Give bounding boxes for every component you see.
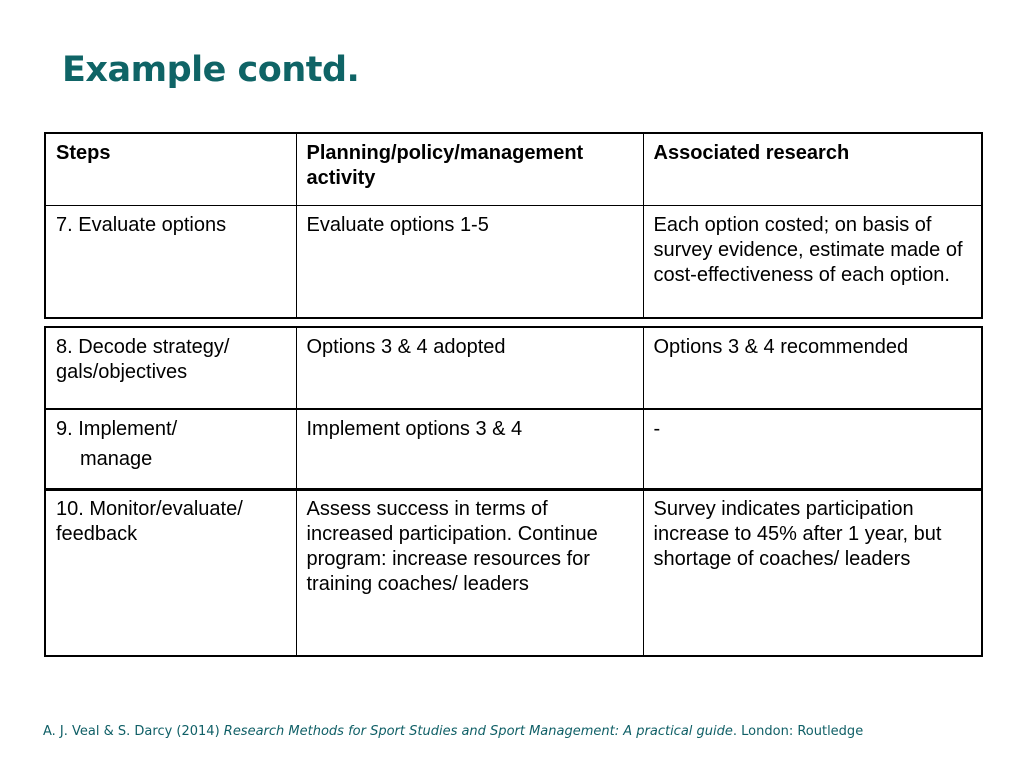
citation: [43, 724, 863, 739]
table-header-row: [45, 133, 982, 205]
table-row: [45, 205, 982, 318]
header-research: Associated research: [643, 133, 982, 205]
slide-title: Example contd.: [62, 50, 360, 90]
research-cell: Survey indicates participation increase to 45% after 1 year, but shortage of coaches/ leaders: [643, 489, 982, 656]
table-row: [45, 327, 982, 409]
header-steps: Steps: [45, 133, 296, 205]
step-cell: 10. Monitor/evaluate/ feedback: [45, 489, 296, 656]
steps-table-row-10: [44, 488, 983, 657]
steps-table-row-8: [44, 326, 983, 410]
step-cell: [45, 409, 296, 490]
activity-cell: Evaluate options 1-5: [296, 205, 643, 318]
steps-table: [44, 132, 983, 319]
citation-authors: A. J. Veal & S. Darcy (2014): [43, 724, 224, 739]
activity-cell: Assess success in terms of increased participation. Continue program: increase resources for training coaches/ leaders: [296, 489, 643, 656]
activity-cell: Implement options 3 & 4: [296, 409, 643, 490]
steps-table-row-9: [44, 408, 983, 491]
step-cell-line-1: 9. Implement/: [56, 418, 178, 440]
activity-cell: Options 3 & 4 adopted: [296, 327, 643, 409]
table-row: [45, 409, 982, 490]
table-row: [45, 489, 982, 656]
research-cell: Each option costed; on basis of survey evidence, estimate made of cost-effectiveness of each option.: [643, 205, 982, 318]
step-cell-line-2: manage: [80, 448, 153, 470]
citation-publisher: . London: Routledge: [732, 724, 864, 739]
citation-book-title: Research Methods for Sport Studies and Sport Management: A practical guide: [223, 724, 733, 739]
research-cell: Options 3 & 4 recommended: [643, 327, 982, 409]
step-cell: 7. Evaluate options: [45, 205, 296, 318]
research-cell: -: [643, 409, 982, 490]
header-activity: Planning/policy/management activity: [296, 133, 643, 205]
step-cell: 8. Decode strategy/ gals/objectives: [45, 327, 296, 409]
